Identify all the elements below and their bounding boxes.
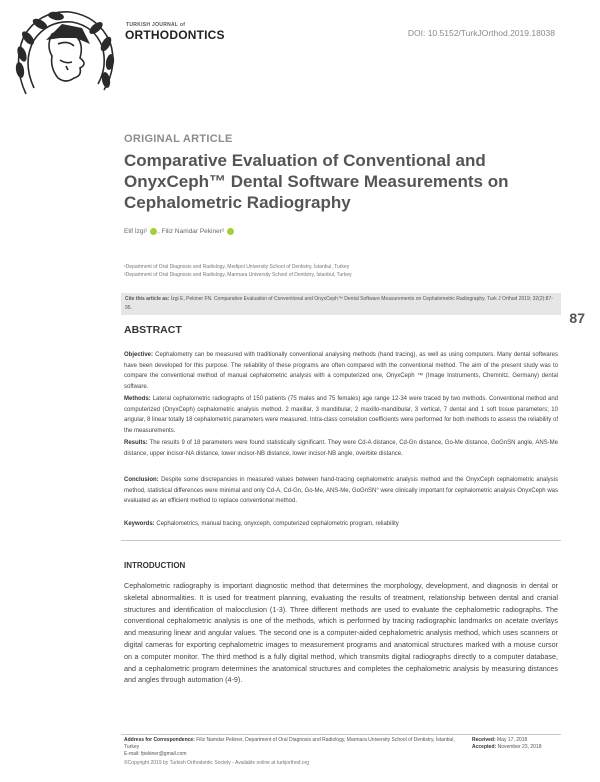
abstract-results bbox=[124, 438, 558, 459]
orcid-icon[interactable] bbox=[227, 228, 234, 235]
article-type: ORIGINAL ARTICLE bbox=[124, 133, 233, 145]
results-label: Results: bbox=[124, 440, 148, 446]
abstract-keywords bbox=[124, 519, 558, 530]
page-number: 87 bbox=[569, 310, 585, 326]
correspondence bbox=[124, 737, 464, 751]
journal-name: ORTHODONTICS bbox=[125, 28, 225, 42]
introduction-text: Cephalometric radiography is important diagnostic method that determines the morphology, development, and diagnosis in dental or skeletal abnormalities. It is used for treatment planning, evaluating the results of treatment, relationship between dental and cranial structures and identification of malocclusion (1-3). Three different methods are used to evaluate the cephalometric radiographs. The conventional cephalometric analysis is one of the methods, which is performed by tracing radiographic landmarks on acetate overlays and measuring linear and angular values. The second one is a computer-aided cephalometric analysis method, which uses scanners or digital cameras for exporting cephalometric images to measurement programs and anatomical structures marked with a mouse cursor on a computer monitor. The third method is a fully digital method, which transmits digital radiographs directly to a computer database, and a cephalometric program determines the anatomical structures and completes the cephalometric analysis by measuring distances and angles through automation (4-9). bbox=[124, 581, 558, 685]
orcid-icon[interactable] bbox=[150, 228, 157, 235]
received-label: Received: bbox=[472, 737, 496, 743]
conclusion-label: Conclusion: bbox=[124, 477, 159, 483]
methods-text: Lateral cephalometric radiographs of 150 patients (75 males and 75 females) age range 12-34 were traced by two methods. Conventional method and computerized (OnyxCeph) cephalometric analysis method. 2 maxillar, 3 mandibular, 2 maxillo-mandibular, 3 vertical, 7 dental and 1 soft tissue parameters; 10 angular, 8 linear totally 18 cephalometric parameters were measured. Intra-class correlation coefficients were performed for both methods to assess the reliability of the measurements. bbox=[124, 396, 559, 434]
correspondence-label: Address for Correspondence: bbox=[124, 737, 195, 743]
abstract-methods bbox=[124, 394, 558, 436]
introduction-heading: INTRODUCTION bbox=[124, 561, 186, 570]
affiliation: ²Department of Oral Diagnosis and Radiology, Marmara University School of Dentistry, İstanbul, Turkey bbox=[124, 272, 352, 278]
received-value: May 17, 2018 bbox=[497, 737, 528, 743]
keywords-label: Keywords: bbox=[124, 521, 155, 527]
received-date bbox=[472, 737, 562, 744]
affiliations bbox=[124, 263, 544, 279]
divider bbox=[121, 540, 561, 541]
footer-divider bbox=[121, 734, 561, 735]
abstract-heading: ABSTRACT bbox=[124, 324, 182, 336]
accepted-value: November 23, 2018 bbox=[497, 744, 542, 750]
accepted-label: Accepted: bbox=[472, 744, 497, 750]
abstract-objective bbox=[124, 350, 558, 392]
journal-name-small: TURKISH JOURNAL of bbox=[126, 22, 186, 28]
objective-label: Objective: bbox=[124, 352, 154, 358]
author-name[interactable]: Elif İzgi¹ bbox=[124, 228, 148, 236]
methods-label: Methods: bbox=[124, 396, 151, 402]
results-text: The results 9 of 18 parameters were found statistically significant. They were Cd-A distance, Cd-Gn distance, Go-Me distance, GoGnSN angle, ANS-Me distance, upper incisor-NA distance, lower incisor-NB distance, lower incisor-NB angle, overbite distance. bbox=[124, 440, 559, 457]
abstract-conclusion bbox=[124, 475, 558, 507]
affiliation: ¹Department of Oral Diagnosis and Radiology, Medipol University School of Dentistry, İstanbul, Turkey bbox=[124, 264, 350, 270]
author-list: Elif İzgi¹ , Filiz Namdar Pekiner² bbox=[124, 228, 235, 235]
accepted-date bbox=[472, 744, 572, 751]
keywords-text: Cephalometrics, manual tracing, onyxceph, computerized cephalometric program, reliability bbox=[156, 521, 399, 527]
correspondence-email[interactable]: E-mail: fpekiner@gmail.com bbox=[124, 751, 187, 757]
citation-text: İzgi E, Pekiner FN. Comparative Evaluation of Conventional and OnyxCeph™ Dental Software Measurements on Cephalometric Radiography. Turk J Orthod 2019; 32(2):87-95. bbox=[125, 296, 553, 311]
objective-text: Cephalometry can be measured with traditionally conventional analysing methods (hand tracing), as well as using computers. Many dental softwares have been developed for this purpose. The reliability of these programs are often compared with the conventional method. The aim of the present study was to compare the conventional method of manual cephalometric analysis with a computerized one, OnyxCeph ™ (Image Instruments, Chemnitz, Germany) dental software. bbox=[124, 352, 558, 390]
citation-label: Cite this article as: bbox=[125, 296, 170, 302]
conclusion-text: Despite some discrepancies in measured values between hand-tracing cephalometric analysis method and the OnyxCeph cephalometric analysis method, statistical differences were minimal and only Cd-A, Cd-Gn, Go-Me, ANS-Me, GoGnSN° were clinically important for cephalometric analysis OnyxCeph was evaluated as an efficient method to replace conventional method. bbox=[124, 477, 558, 504]
author-name[interactable]: Filiz Namdar Pekiner² bbox=[161, 228, 225, 236]
doi-link[interactable]: DOI: 10.5152/TurkJOrthod.2019.18038 bbox=[407, 28, 555, 38]
copyright: ©Copyright 2019 by Turkish Orthodontic Society - Available online at turkjorthod.org bbox=[124, 760, 310, 766]
citation-box bbox=[121, 293, 561, 315]
article-title: Comparative Evaluation of Conventional and OnyxCeph™ Dental Software Measurements on Cephalometric Radiography bbox=[124, 151, 509, 212]
journal-logo-athena-icon bbox=[6, 4, 124, 104]
correspondence-text: Filiz Namdar Pekiner, Department of Oral Diagnosis and Radiology, Marmara University School of Dentistry, İstanbul, Turkey bbox=[124, 737, 455, 750]
